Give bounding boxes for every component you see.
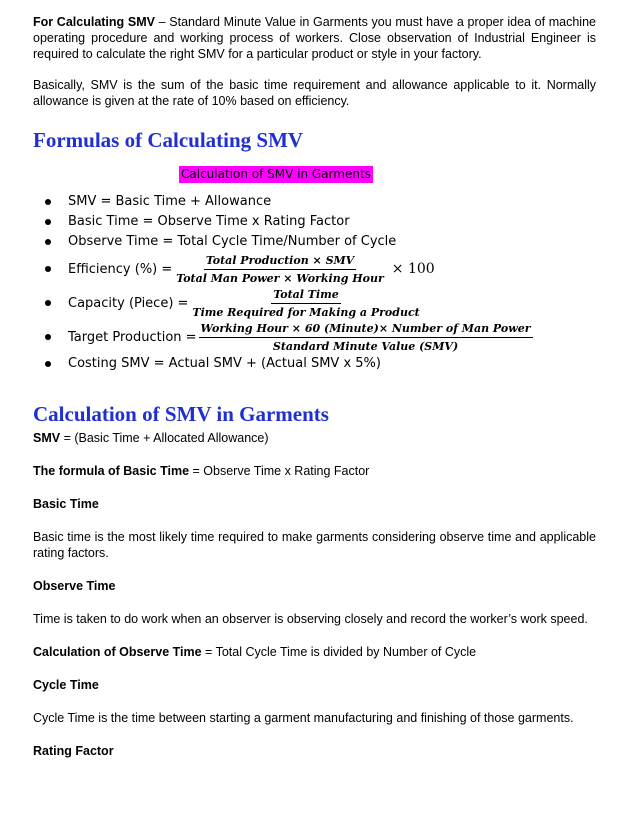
formula-smv xyxy=(33,192,593,212)
formula-basic-time xyxy=(33,212,593,232)
formula-banner: Calculation of SMV in Garments xyxy=(181,167,371,181)
capacity-fraction xyxy=(190,287,421,320)
formula-observe-time xyxy=(33,232,593,252)
fraction-denominator: Standard Minute Value (SMV) xyxy=(272,339,459,353)
formula-text: Observe Time = Total Cycle Time/Number of Cycle xyxy=(68,234,397,249)
bullet-icon xyxy=(45,300,51,306)
formula-label: Target Production = xyxy=(68,329,197,345)
intro-paragraph-1 xyxy=(33,14,596,62)
basic-time-heading: Basic Time xyxy=(33,497,99,511)
fraction-numerator: Working Hour × 60 (Minute)× Number of Man Power xyxy=(199,321,533,338)
multiplier: × 100 xyxy=(391,261,435,277)
intro-bold-term: For Calculating SMV xyxy=(33,15,155,29)
formula-capacity xyxy=(33,286,593,320)
target-fraction xyxy=(199,321,533,354)
formula-text: Basic Time = Observe Time x Rating Factor xyxy=(68,214,350,229)
smv-text: = (Basic Time + Allocated Allowance) xyxy=(60,431,269,445)
efficiency-fraction xyxy=(174,253,386,286)
smv-definition xyxy=(33,430,596,446)
basic-time-text: Basic time is the most likely time required to make garments considering observe time and applicable rating factors. xyxy=(33,530,596,560)
formula-label: Capacity (Piece) = xyxy=(68,295,189,311)
intro-text: – Standard Minute Value in Garments you must have a proper idea of machine operating procedure and working process of workers. Close observation of Industrial Engineer is required to calculate the right SMV for a particular product or style in your factory. xyxy=(33,15,596,61)
formula-list xyxy=(33,192,593,374)
formula-costing-smv xyxy=(33,354,593,374)
bullet-icon xyxy=(45,334,51,340)
cycle-time-heading: Cycle Time xyxy=(33,678,99,692)
basic-time-formula xyxy=(33,463,596,479)
observe-time-heading: Observe Time xyxy=(33,579,116,593)
rating-factor-heading: Rating Factor xyxy=(33,744,114,758)
calc-observe-term: Calculation of Observe Time xyxy=(33,645,202,659)
fraction-numerator: Total Time xyxy=(271,287,340,304)
fraction-denominator: Time Required for Making a Product xyxy=(192,305,420,319)
bullet-icon xyxy=(45,239,51,245)
calc-observe-text: = Total Cycle Time is divided by Number of Cycle xyxy=(201,645,477,659)
formula-label: Efficiency (%) = xyxy=(68,261,173,277)
fraction-denominator: Total Man Power × Working Hour xyxy=(176,271,384,285)
formula-text: SMV = Basic Time + Allowance xyxy=(68,194,272,209)
bullet-icon xyxy=(45,361,51,367)
formula-text: Costing SMV = Actual SMV + (Actual SMV x 5%) xyxy=(68,356,381,371)
intro-paragraph-2: Basically, SMV is the sum of the basic time requirement and allowance applicable to it. Normally allowance is given at the rate of 10% based on efficiency. xyxy=(33,78,596,108)
fraction-numerator: Total Production × SMV xyxy=(204,253,356,270)
formulas-heading: Formulas of Calculating SMV xyxy=(33,128,304,152)
cycle-time-text: Cycle Time is the time between starting a garment manufacturing and finishing of those garments. xyxy=(33,711,574,725)
bullet-icon xyxy=(45,219,51,225)
formula-figure xyxy=(33,166,596,386)
smv-term: SMV xyxy=(33,431,61,445)
calc-observe-time xyxy=(33,644,596,660)
document-page xyxy=(33,14,596,759)
calculation-heading: Calculation of SMV in Garments xyxy=(33,402,329,426)
formula-target-production xyxy=(33,320,593,354)
basic-formula-term: The formula of Basic Time xyxy=(33,464,190,478)
bullet-icon xyxy=(45,266,51,272)
formula-efficiency xyxy=(33,252,593,286)
bullet-icon xyxy=(45,199,51,205)
basic-formula-text: = Observe Time x Rating Factor xyxy=(189,464,370,478)
observe-time-text: Time is taken to do work when an observer is observing closely and record the worker’s work speed. xyxy=(33,612,588,626)
